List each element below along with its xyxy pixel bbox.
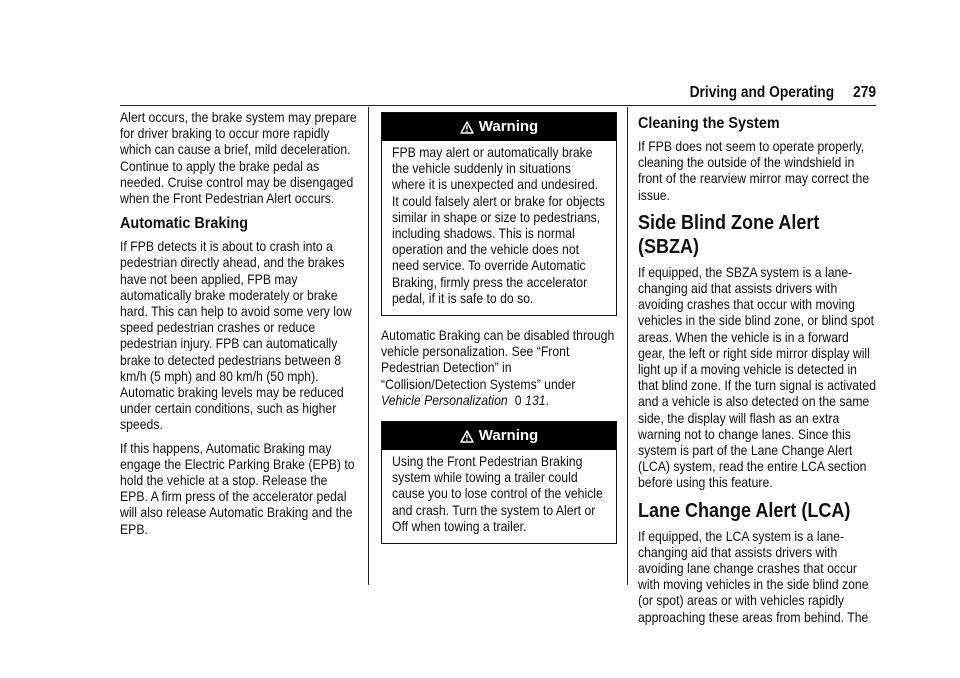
column-divider-2: [627, 107, 628, 585]
sbza-heading: Side Blind Zone Alert (SBZA): [638, 211, 820, 258]
automatic-braking-paragraph-2: If this happens, Automatic Braking may engage the Electric Parking Brake (EPB) to hold the vehicle at a stop. Release the EPB. A firm press of the accelerator pedal will also release Automatic Braking and the EPB.: [120, 440, 355, 537]
sbza-paragraph: If equipped, the SBZA system is a lane-changing aid that assists drivers with avoiding crashes that occur with moving vehicles in the side blind zone, or blind spot areas. When the vehicle is in a forward gear, the left or right side mirror display will light up if a moving vehicle is detected in that blind zone. If the turn signal is activated and a vehicle is also detected on the same side, the display will flash as an extra warning not to change lanes. Since this system is part of the Lane Change Alert (LCA) system, read the entire LCA section before using this feature.: [638, 264, 877, 491]
warning-triangle-icon: [460, 121, 474, 134]
warning-title-1: Warning: [478, 117, 539, 135]
cleaning-paragraph: If FPB does not seem to operate properly, cleaning the outside of the windshield in front of the rearview mirror may correct the issue.: [638, 139, 870, 203]
warning-box-1: [381, 112, 617, 316]
automatic-braking-heading: Automatic Braking: [120, 215, 249, 233]
page-reference-arrow-icon: 0: [514, 392, 522, 408]
column-divider-1: [368, 107, 369, 585]
warning-text-1: FPB may alert or automatically brake the vehicle suddenly in situations where it is unexpected and undesired. It could falsely alert or brake for objects similar in shape or size to pedestrians, including shadows. This is normal operation and the vehicle does not need service. To override Automatic Braking, firmly press the accelerator pedal, if it is safe to do so.: [392, 145, 605, 306]
page-header: [664, 84, 876, 102]
disable-paragraph: [381, 328, 617, 409]
lca-heading: Lane Change Alert (LCA): [638, 499, 851, 522]
warning-title-2: Warning: [478, 426, 539, 444]
vehicle-personalization-link[interactable]: Vehicle Personalization: [381, 392, 508, 408]
period: .: [545, 392, 549, 408]
column-3: [638, 110, 878, 633]
cleaning-heading: Cleaning the System: [638, 115, 780, 132]
lca-paragraph: If equipped, the LCA system is a lane-changing aid that assists drivers with avoiding lane change crashes that occur with moving vehicles in the side blind zone (or spot) areas or with vehicles rapidly approaching these areas from behind. The: [638, 528, 869, 625]
warning-header-1: [382, 113, 616, 141]
warning-text-2: Using the Front Pedestrian Braking system while towing a trailer could cause you to lose control of the vehicle and crash. Turn the system to Alert or Off when towing a trailer.: [392, 454, 603, 534]
intro-paragraph: Alert occurs, the brake system may prepare for driver braking to occur more rapidly which can cause a brief, mild deceleration. Continue to apply the brake pedal as needed. Cruise control may be disengaged when the Front Pedestrian Alert occurs.: [120, 110, 357, 207]
page-reference-number[interactable]: 131: [525, 392, 546, 408]
automatic-braking-paragraph-1: If FPB detects it is about to crash into a pedestrian directly ahead, and the brakes have not been applied, FPB may automatically brake moderately or brake hard. This can help to avoid some very low speed pedestrian crashes or reduce pedestrian injury. FPB can automatically brake to detected pedestrians between 8 km/h (5 mph) and 80 km/h (50 mph). Automatic braking levels may be reduced under certain conditions, such as higher speeds.: [120, 239, 352, 433]
header-rule: [120, 105, 876, 106]
warning-triangle-icon: [460, 430, 474, 443]
warning-header-2: [382, 422, 616, 450]
warning-box-2: [381, 421, 617, 544]
page-number: 279: [853, 84, 876, 101]
disable-text: Automatic Braking can be disabled through vehicle personalization. See “Front Pedestrian Detection” in “Collision/Detection Systems” under: [381, 328, 615, 392]
column-2: [381, 110, 617, 556]
column-1: [120, 110, 358, 545]
section-title: Driving and Operating: [689, 84, 835, 101]
